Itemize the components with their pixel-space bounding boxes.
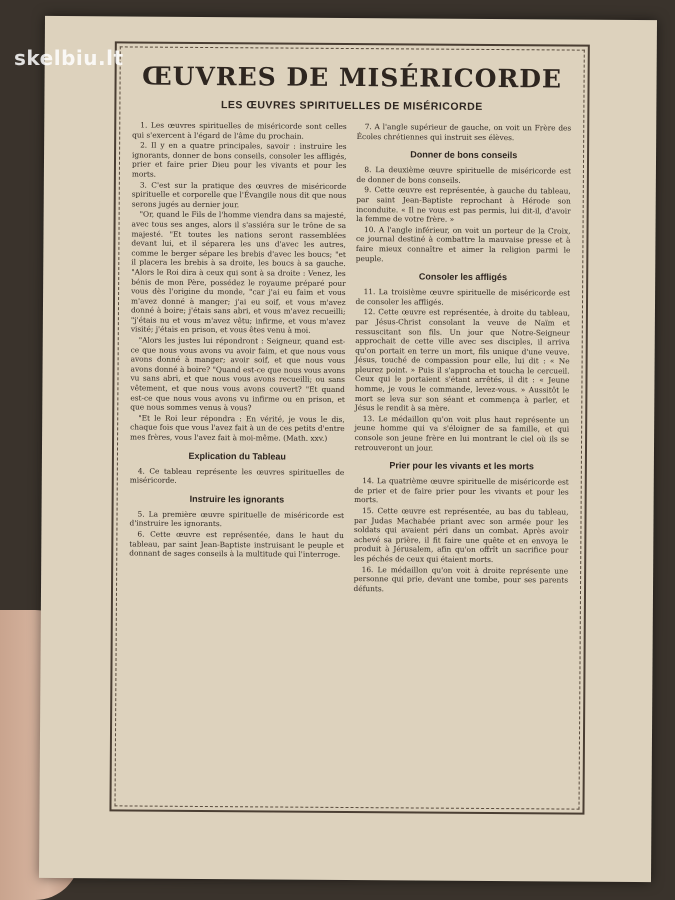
section-heading: Donner de bons conseils bbox=[410, 149, 518, 161]
paragraph: 9. Cette œuvre est représentée, à gauche du tableau, par saint Jean-Baptiste reprochant à Hérode son inconduite. « Il ne vous est pas permis, lui dit-il, d'avoir la femme de votre frère. » bbox=[356, 185, 571, 224]
section-heading: Instruire les ignorants bbox=[189, 493, 285, 505]
page-title: ŒUVRES DE MISÉRICORDE bbox=[142, 61, 563, 94]
paragraph: 13. Le médaillon qu'on voit plus haut représente un jeune homme qui va s'éloigner de sa famille, et qui console son jeune frère en lui montrant le ciel où ils se retrouveront un jour. bbox=[354, 413, 570, 453]
page-subtitle: LES ŒUVRES SPIRITUELLES DE MISÉRICORDE bbox=[220, 99, 483, 113]
paragraph: "Et le Roi leur répondra : En vérité, je vous le dis, chaque fois que vous l'avez fait à un de ces petits d'entre mes frères, vous l'avez fait à moi-même. (Math. xxv.) bbox=[130, 413, 345, 443]
paragraph: 3. C'est sur la pratique des œuvres de miséricorde spirituelle et corporelle que l'Évangile nous dit que nous serons jugés au dernier jour. bbox=[131, 180, 347, 209]
paragraph: 6. Cette œuvre est représentée, dans le haut du tableau, par saint Jean-Baptiste instruisant le peuple et donnant de sages conseils à la multitude qui l'interroge. bbox=[129, 529, 344, 560]
paragraph: 8. La deuxième œuvre spirituelle de miséricorde est de donner de bons conseils. bbox=[356, 165, 571, 185]
paragraph: 2. Il y en a quatre principales, savoir : instruire les ignorants, donner de bons conseils, consoler les affligés, prier et faire prier Dieu pour les vivants et pour les morts. bbox=[131, 140, 347, 179]
paragraph: 15. Cette œuvre est représentée, au bas du tableau, par Judas Machabée priant avec son armée pour les soldats qui avaient péri dans un combat. Après avoir achevé sa prière, il fit faire une quête et en envoya le produit à Jérusalem, afin qu'on offrît un sacrifice pour les péchés de ceux qui étaient morts. bbox=[353, 506, 569, 564]
section-heading: Explication du Tableau bbox=[188, 450, 286, 462]
paragraph: 16. Le médaillon qu'on voit à droite représente une personne qui prie, devant une tombe, pour ses parents défunts. bbox=[353, 564, 569, 594]
right-column bbox=[353, 122, 571, 596]
paragraph: 14. La quatrième œuvre spirituelle de miséricorde est de prier et de faire prier pour les vivants et pour les morts. bbox=[354, 476, 569, 505]
paragraph: "Or, quand le Fils de l'homme viendra dans sa majesté, avec tous ses anges, alors il s'assiéra sur le trône de sa majesté. "Et toutes les nations seront rassemblées devant lui, et il séparera les uns d'avec les autres, comme le berger sépare les brebis d'avec les boucs; "et il placera les brebis à sa droite, les boucs à sa gauche. "Alors le Roi dira à ceux qui sont à sa droite : Venez, les bénis de mon Père, possédez le royaume préparé pour vous dès l'origine du monde, "car j'ai eu faim et vous m'avez donné à manger; j'ai eu soif, et vous m'avez donné à boire; j'étais sans abri, et vous m'avez recueilli; "j'étais nu et vous m'avez vêtu; infirme, et vous m'avez visité; j'étais en prison, et vous êtes venu à moi. bbox=[130, 209, 347, 336]
watermark: skelbiu.lt bbox=[14, 46, 124, 70]
paragraph: 7. A l'angle supérieur de gauche, on voit un Frère des Écoles chrétiennes qui instruit ses élèves. bbox=[356, 122, 572, 142]
paragraph: 1. Les œuvres spirituelles de miséricorde sont celles qui s'exercent à l'égard de l'âme du prochain. bbox=[132, 120, 347, 141]
paragraph: 4. Ce tableau représente les œuvres spirituelles de miséricorde. bbox=[129, 466, 345, 485]
text-columns bbox=[129, 120, 571, 595]
paragraph: "Alors les justes lui répondront : Seigneur, quand est-ce que nous vous avons vu avoir faim, et que nous vous avons donné à manger; avoir soif, et que nous vous avons donné à boire? "Quand est-ce que nous vous avons vu sans abri, et que nous vous avons recueilli; ou sans vêtement, et que nous vous avons couvert? "Et quand est-ce que nous vous avons vu infirme ou en prison, et que nous sommes venus à vous? bbox=[130, 335, 346, 413]
section-heading: Prier pour les vivants et les morts bbox=[389, 460, 534, 472]
paragraph: 10. A l'angle inférieur, on voit un porteur de la Croix, ce journal destiné à combattre la mauvaise presse et à faire mieux connaître et aimer la religion parmi le peuple. bbox=[355, 224, 571, 263]
border-frame bbox=[109, 41, 589, 814]
frame-inner bbox=[114, 46, 584, 809]
paragraph: 12. Cette œuvre est représentée, à droite du tableau, par Jésus-Christ consolant la veuve de Naïm et ressuscitant son fils. Un jour que Notre-Seigneur approchait de cette ville avec ses disciples, il arriva qu'on portait en terre un mort, fils unique d'une veuve. Jésus, touché de compassion pour elle, lui dit : « Ne pleurez point. » Puis il s'approcha et toucha le cercueil. Ceux qui le portaient s'étant arrêtés, il dit : « Jeune homme, je vous le commande, levez-vous. » Aussitôt le mort se leva sur son séant et commença à parler, et Jésus le rendit à sa mère. bbox=[354, 307, 570, 413]
section-heading: Consoler les affligés bbox=[418, 271, 508, 283]
paragraph: 11. La troisième œuvre spirituelle de miséricorde est de consoler les affligés. bbox=[355, 287, 571, 307]
paragraph: 5. La première œuvre spirituelle de miséricorde est d'instruire les ignorants. bbox=[129, 509, 345, 529]
left-column bbox=[129, 120, 347, 594]
document-sheet bbox=[39, 16, 657, 882]
